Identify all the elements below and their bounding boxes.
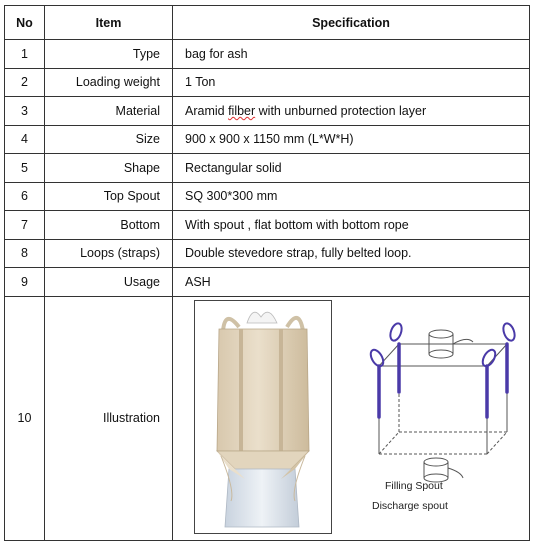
row-item: Top Spout: [45, 182, 173, 211]
row-number: 10: [5, 296, 45, 540]
filling-spout-label: Filling Spout: [385, 479, 443, 492]
illustration-cell: [173, 296, 530, 540]
row-number: 7: [5, 211, 45, 240]
row-number: 3: [5, 97, 45, 126]
header-item: Item: [45, 6, 173, 40]
table-row: [5, 125, 530, 154]
row-spec: Double stevedore strap, fully belted loop.: [173, 239, 530, 268]
row-item: Size: [45, 125, 173, 154]
row-item: Loading weight: [45, 68, 173, 97]
table-row: [5, 239, 530, 268]
row-item: Loops (straps): [45, 239, 173, 268]
header-no: No: [5, 6, 45, 40]
row-number: 6: [5, 182, 45, 211]
row-number: 4: [5, 125, 45, 154]
row-number: 8: [5, 239, 45, 268]
header-specification: Specification: [173, 6, 530, 40]
bag-diagram: [369, 322, 519, 522]
table-row: [5, 268, 530, 297]
table-row: [5, 211, 530, 240]
row-item: Shape: [45, 154, 173, 183]
discharge-spout-label: Discharge spout: [372, 499, 448, 512]
bag-image: [195, 301, 331, 533]
spec-text: Aramid: [185, 103, 229, 118]
row-number: 5: [5, 154, 45, 183]
row-item: Usage: [45, 268, 173, 297]
table-row-illustration: [5, 296, 530, 540]
table-row: [5, 40, 530, 69]
row-item: Bottom: [45, 211, 173, 240]
row-spec: 1 Ton: [173, 68, 530, 97]
row-spec: ASH: [173, 268, 530, 297]
bag-line-diagram: [369, 322, 519, 492]
table-row: [5, 97, 530, 126]
row-number: 1: [5, 40, 45, 69]
table-row: [5, 182, 530, 211]
row-item: Illustration: [45, 296, 173, 540]
row-spec: Rectangular solid: [173, 154, 530, 183]
row-item: Type: [45, 40, 173, 69]
bulk-bag-photo: [194, 300, 332, 534]
spellcheck-word: filber: [228, 103, 256, 118]
row-item: Material: [45, 97, 173, 126]
row-number: 2: [5, 68, 45, 97]
row-spec: bag for ash: [173, 40, 530, 69]
row-spec: With spout , flat bottom with bottom rope: [173, 211, 530, 240]
table-row: [5, 154, 530, 183]
row-number: 9: [5, 268, 45, 297]
table-row: [5, 68, 530, 97]
spec-text: with unburned protection layer: [255, 103, 427, 118]
specification-table: [4, 5, 530, 541]
row-spec: [173, 97, 530, 126]
row-spec: 900 x 900 x 1150 mm (L*W*H): [173, 125, 530, 154]
row-spec: SQ 300*300 mm: [173, 182, 530, 211]
